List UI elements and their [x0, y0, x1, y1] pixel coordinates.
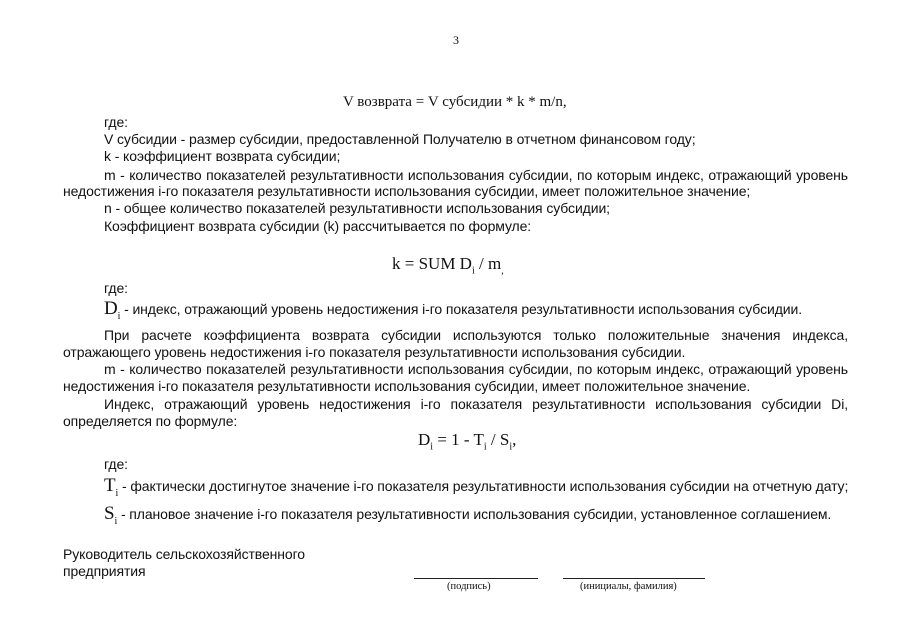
formula-k-tail: , — [501, 265, 504, 277]
formula-di — [418, 430, 516, 452]
ti-symbol-letter: T — [104, 475, 116, 496]
si-symbol-letter: S — [104, 503, 115, 524]
formula-di-s-sub: i — [509, 441, 513, 453]
di-text: - индекс, отражающий уровень недостижения i-го показателя результативности использования субсидии. — [120, 301, 802, 317]
where-label-3: где: — [104, 456, 128, 472]
si-symbol-sub: i — [114, 515, 118, 527]
signatory-role-line1: Руководитель сельскохозяйственного — [63, 546, 305, 562]
signature-line — [414, 578, 538, 579]
formula-di-mid: = 1 - T — [433, 430, 484, 449]
name-line — [563, 578, 705, 579]
definition-m-line1: m - количество показателей результативности использования субсидии, по которым индекс, отражающий уровень — [104, 167, 848, 183]
definition-si — [104, 503, 831, 527]
formula-di-slash: / S — [486, 430, 510, 449]
where-label-1: где: — [104, 114, 128, 130]
index-paragraph-line1: Индекс, отражающий уровень недостижения i-го показателя результативности использования субсидии Di, — [104, 396, 848, 412]
formula-di-t-sub: i — [483, 441, 487, 453]
definition-v: V субсидии - размер субсидии, предоставленной Получателю в отчетном финансовом году; — [104, 131, 696, 147]
formula-k — [392, 254, 504, 276]
ti-symbol-sub: i — [115, 487, 119, 499]
signature-caption: (подпись) — [447, 581, 491, 592]
formula-k-rhs: / m — [474, 254, 502, 273]
definition-k: k - коэффициент возврата субсидии; — [104, 148, 341, 164]
definition-ti — [104, 475, 848, 499]
signatory-role-line2: предприятия — [63, 563, 146, 579]
di-symbol — [104, 298, 121, 322]
di-symbol-sub: i — [117, 310, 121, 322]
definition-m-line2: недостижения i-го показателя результативности использования субсидии, имеет положительное значение; — [63, 183, 751, 199]
formula-di-tail: , — [512, 430, 517, 449]
definition-m2-line2: недостижения i-го показателя результативности использования субсидии, имеет положительное значение. — [63, 378, 751, 394]
calc-paragraph-line1: При расчете коэффициента возврата субсидии используются только положительные значения индекса, — [104, 327, 848, 343]
di-symbol-letter: D — [104, 298, 118, 319]
calc-paragraph-line2: отражающего уровень недостижения i-го показателя результативности использования субсидии. — [63, 344, 686, 360]
definition-m2-line1: m - количество показателей результативности использования субсидии, по которым индекс, отражающий уровень — [104, 361, 848, 377]
page-number: 3 — [453, 33, 459, 47]
ti-symbol — [104, 475, 119, 499]
definition-di — [104, 298, 802, 322]
si-text: - плановое значение i-го показателя результативности использования субсидии, установленное соглашением. — [117, 506, 832, 522]
name-caption: (инициалы, фамилия) — [580, 581, 677, 592]
si-symbol — [104, 503, 118, 527]
k-formula-intro: Коэффициент возврата субсидии (k) рассчитывается по формуле: — [104, 218, 532, 234]
formula-return-amount: V возврата = V субсидии * k * m/n, — [343, 94, 567, 110]
index-paragraph-line2: определяется по формуле: — [63, 413, 238, 429]
formula-di-d: D — [418, 430, 431, 449]
formula-di-d-sub: i — [430, 441, 434, 453]
formula-k-sub: i — [471, 265, 475, 277]
where-label-2: где: — [104, 280, 128, 296]
ti-text: - фактически достигнутое значение i-го показателя результативности использования субсидии на отчетную дату; — [118, 478, 849, 494]
definition-n: n - общее количество показателей результативности использования субсидии; — [104, 200, 610, 216]
formula-k-lhs: k = SUM D — [392, 254, 472, 273]
